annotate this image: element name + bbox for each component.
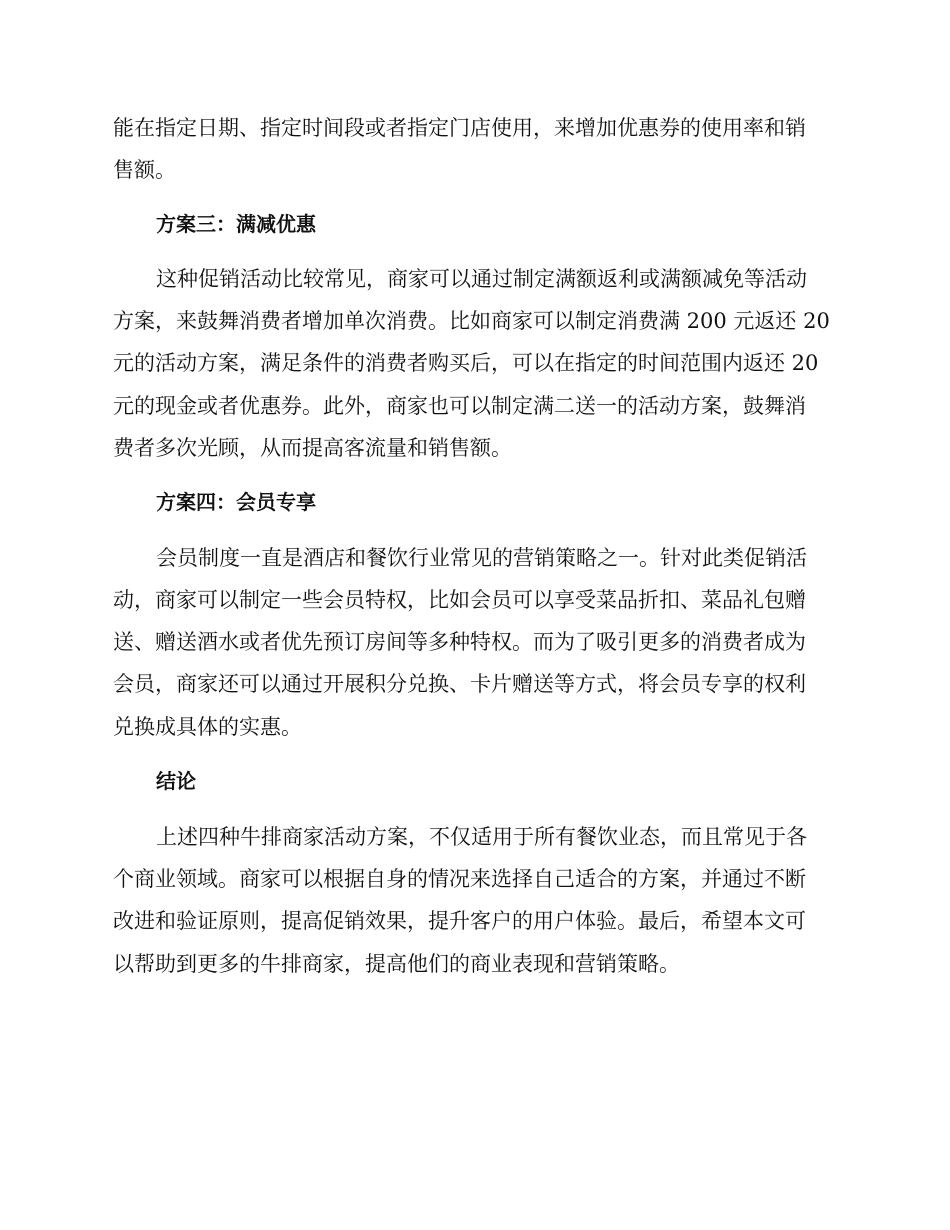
paragraph-line: 售额。	[113, 158, 176, 182]
paragraph-line: 上述四种牛排商家活动方案，不仅适用于所有餐饮业态，而且常见于各	[156, 825, 807, 849]
section-heading-plan-3: 方案三：满减优惠	[156, 212, 316, 236]
paragraph-line: 元的现金或者优惠券。此外，商家也可以制定满二送一的活动方案，鼓舞消	[113, 394, 806, 418]
paragraph-line: 送、赠送酒水或者优先预订房间等多种特权。而为了吸引更多的消费者成为	[113, 630, 806, 654]
paragraph-line: 兑换成具体的实惠。	[113, 715, 302, 739]
paragraph-line: 这种促销活动比较常见，商家可以通过制定满额返利或满额减免等活动	[156, 267, 807, 291]
paragraph-line: 个商业领域。商家可以根据自身的情况来选择自己适合的方案，并通过不断	[113, 867, 806, 891]
section-heading-conclusion: 结论	[156, 769, 196, 793]
paragraph-line: 元的活动方案，满足条件的消费者购买后，可以在指定的时间范围内返还 20	[113, 351, 819, 375]
paragraph-line: 会员，商家还可以通过开展积分兑换、卡片赠送等方式，将会员专享的权利	[113, 672, 806, 696]
paragraph-line: 费者多次光顾，从而提高客流量和销售额。	[113, 436, 512, 460]
paragraph-line: 会员制度一直是酒店和餐饮行业常见的营销策略之一。针对此类促销活	[156, 546, 807, 570]
paragraph-line: 以帮助到更多的牛排商家，提高他们的商业表现和营销策略。	[113, 952, 680, 976]
section-heading-plan-4: 方案四：会员专享	[156, 490, 316, 514]
paragraph-line: 能在指定日期、指定时间段或者指定门店使用，来增加优惠券的使用率和销	[113, 116, 806, 140]
paragraph-line: 动，商家可以制定一些会员特权，比如会员可以享受菜品折扣、菜品礼包赠	[113, 588, 806, 612]
paragraph-line: 方案，来鼓舞消费者增加单次消费。比如商家可以制定消费满 200 元返还 20	[113, 309, 830, 333]
paragraph-line: 改进和验证原则，提高促销效果，提升客户的用户体验。最后，希望本文可	[113, 909, 806, 933]
